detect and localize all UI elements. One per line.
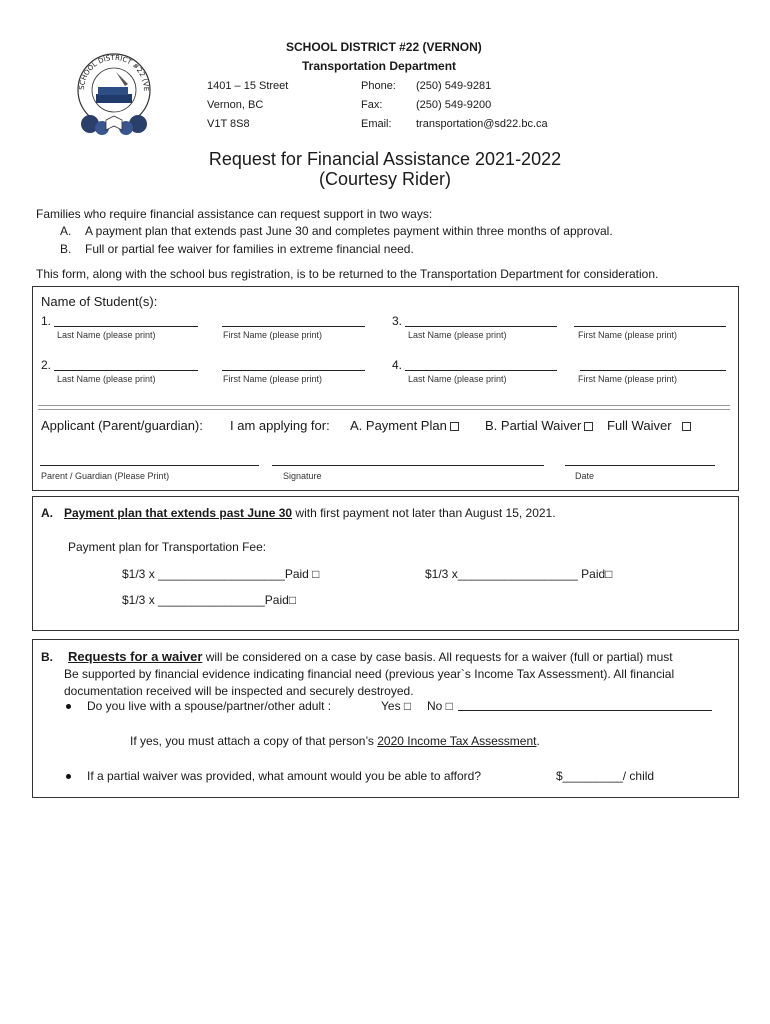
email-label: Email: — [361, 118, 392, 130]
section-a-letter: A. — [41, 506, 53, 520]
svg-text:SCHOOL DISTRICT #22 (VERNON): SCHOOL DISTRICT #22 (VE — [77, 53, 151, 92]
payment-row2-left[interactable]: $1/3 x ________________Paid□ — [122, 593, 297, 607]
student3-last-label: Last Name (please print) — [408, 330, 507, 340]
signature-label: Signature — [283, 471, 322, 481]
section-a-heading: Payment plan that extends past June 30 — [64, 506, 293, 520]
section-b-line2: Be supported by financial evidence indicating financial need (previous year`s Income Tax Assessment). All financial — [64, 667, 675, 681]
student4-last-name-field[interactable] — [405, 370, 557, 371]
email-value[interactable]: transportation@sd22.bc.ca — [416, 118, 548, 130]
attach-note — [130, 734, 540, 748]
partial-waiver-label: B. Partial Waiver — [485, 418, 582, 433]
spouse-name-field[interactable] — [458, 710, 712, 711]
section-b-heading-line — [68, 649, 673, 664]
return-note: This form, along with the school bus registration, is to be returned to the Transportation Department for consideration. — [36, 267, 659, 281]
payment-plan-label-text: Payment plan for Transportation Fee: — [68, 540, 267, 554]
attach-note-pre: If yes, you must attach a copy of that person’s — [130, 734, 378, 748]
payment-plan-label: A. Payment Plan — [350, 418, 447, 433]
student2-first-label: First Name (please print) — [223, 374, 323, 384]
attach-note-post: . — [536, 734, 540, 748]
afford-amount-field[interactable]: $_________/ child — [556, 769, 655, 783]
student1-first-name-field[interactable] — [222, 326, 365, 327]
district-name: SCHOOL DISTRICT #22 (VERNON) — [286, 40, 482, 54]
payment-plan-option[interactable] — [350, 418, 459, 433]
bullet-icon — [66, 704, 71, 709]
section-a-heading-line — [64, 506, 556, 520]
spouse-no-checkbox[interactable]: No □ — [427, 699, 453, 713]
student-number-2: 2. — [41, 358, 52, 372]
student3-first-name-field[interactable] — [574, 326, 726, 327]
signature-field[interactable] — [272, 465, 544, 466]
afford-question: If a partial waiver was provided, what amount would you be able to afford? — [87, 769, 482, 783]
form-title: Request for Financial Assistance 2021-2022 — [208, 149, 562, 169]
student1-last-name-field[interactable] — [54, 326, 198, 327]
full-waiver-checkbox[interactable] — [682, 422, 691, 431]
students-heading: Name of Student(s): — [41, 294, 158, 309]
date-field[interactable] — [565, 465, 715, 466]
student-applicant-box — [32, 286, 739, 491]
student2-last-name-field[interactable] — [54, 370, 198, 371]
section-b-heading: Requests for a waiver — [68, 649, 203, 664]
student4-first-name-field[interactable] — [580, 370, 726, 371]
payment-row1-right[interactable]: $1/3 x__________________ Paid□ — [425, 567, 613, 581]
payment-plan-checkbox[interactable] — [450, 422, 459, 431]
student-number-3: 3. — [392, 314, 403, 328]
parent-name-label: Parent / Guardian (Please Print) — [41, 471, 170, 481]
payment-row1-left[interactable]: $1/3 x ___________________Paid □ — [122, 567, 320, 581]
intro-option-b: Full or partial fee waiver for families in extreme financial need. — [85, 242, 414, 256]
student4-last-label: Last Name (please print) — [408, 374, 507, 384]
section-b-heading-rest: will be considered on a case by case basis. All requests for a waiver (full or partial) must — [202, 650, 673, 664]
student1-first-label: First Name (please print) — [223, 330, 323, 340]
student-number-1: 1. — [41, 314, 52, 328]
form-subtitle: (Courtesy Rider) — [318, 169, 452, 189]
tax-assessment-link: 2020 Income Tax Assessment — [377, 734, 537, 748]
fax-label: Fax: — [361, 99, 383, 111]
student2-first-name-field[interactable] — [222, 370, 365, 371]
student3-last-name-field[interactable] — [405, 326, 557, 327]
student3-first-label: First Name (please print) — [578, 330, 678, 340]
section-a-heading-rest: with first payment not later than August 15, 2021. — [292, 506, 556, 520]
student2-last-label: Last Name (please print) — [57, 374, 156, 384]
student1-last-label: Last Name (please print) — [57, 330, 156, 340]
applying-for-label: I am applying for: — [230, 418, 330, 433]
department-name: Transportation Department — [302, 59, 457, 73]
intro-option-a: A payment plan that extends past June 30 and completes payment within three months of approval. — [85, 224, 613, 238]
section-b-letter: B. — [41, 650, 53, 664]
bullet-icon — [66, 774, 71, 779]
address-line1: 1401 – 15 Street — [207, 80, 289, 92]
full-waiver-label: Full Waiver — [607, 418, 672, 433]
spouse-question: Do you live with a spouse/partner/other adult : — [87, 699, 332, 713]
partial-waiver-option[interactable] — [485, 418, 593, 433]
full-waiver-option[interactable] — [607, 418, 691, 433]
parent-name-field[interactable] — [40, 465, 259, 466]
date-label: Date — [575, 471, 595, 481]
phone-value: (250) 549-9281 — [416, 80, 492, 92]
student-number-4: 4. — [392, 358, 403, 372]
section-divider — [38, 405, 730, 410]
intro-option-b-letter: B. — [60, 242, 72, 256]
partial-waiver-checkbox[interactable] — [584, 422, 593, 431]
fax-value: (250) 549-9200 — [416, 99, 492, 111]
phone-label: Phone: — [361, 80, 396, 92]
address-line3: V1T 8S8 — [207, 118, 250, 130]
student4-first-label: First Name (please print) — [578, 374, 678, 384]
district-logo — [76, 50, 152, 142]
section-b-line3: documentation received will be inspected and securely destroyed. — [64, 684, 414, 698]
applicant-label: Applicant (Parent/guardian): — [41, 418, 203, 433]
address-line2: Vernon, BC — [207, 99, 264, 111]
intro-option-a-letter: A. — [60, 224, 72, 238]
intro-text: Families who require financial assistance can request support in two ways: — [36, 207, 433, 221]
spouse-yes-checkbox[interactable]: Yes □ — [381, 699, 412, 713]
